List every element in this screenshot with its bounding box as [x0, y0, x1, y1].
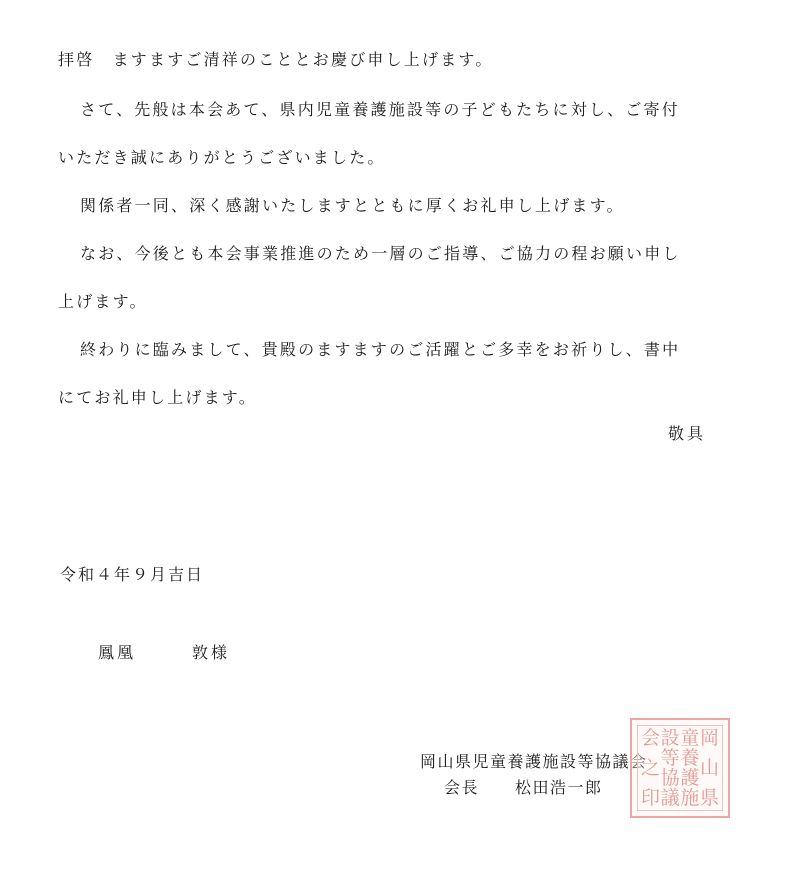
seal-glyph: 岡: [699, 727, 719, 749]
seal-glyph: 養: [680, 747, 700, 769]
sender-title: 会長: [444, 778, 480, 797]
letter-date: 令和４年９月吉日: [60, 565, 205, 584]
body-line-1: さて、先般は本会あて、県内児童養護施設等の子どもたちに対し、ご寄付: [80, 100, 680, 119]
seal-glyph: 会: [641, 727, 661, 749]
seal-glyph: 護: [680, 767, 700, 789]
body-line-3: 関係者一同、深く感謝いたしますとともに厚くお礼申し上げます。: [80, 196, 625, 215]
seal-glyph: 印: [641, 787, 661, 809]
recipient-given-name: 敦様: [192, 643, 231, 662]
seal-glyph: 之: [641, 757, 661, 779]
body-line-2: いただき誠にありがとうございました。: [58, 148, 386, 167]
seal-character-grid: [637, 725, 723, 811]
body-line-7: にてお礼申し上げます。: [58, 388, 257, 407]
seal-glyph: 山: [699, 757, 719, 779]
seal-glyph: 等: [660, 747, 680, 769]
body-line-5: 上げます。: [58, 292, 148, 311]
seal-column: [661, 728, 680, 808]
seal-column: [680, 728, 699, 808]
greeting-line: 拝啓 ますますご清祥のこととお慶び申し上げます。: [58, 50, 494, 69]
recipient-name: [98, 643, 230, 663]
recipient-family-name: 鳳凰: [98, 643, 137, 662]
body-line-6: 終わりに臨みまして、貴殿のますますのご活躍とご多幸をお祈りし、書中: [80, 340, 681, 359]
seal-column: [641, 728, 660, 808]
sender-organization: 岡山県児童養護施設等協議会: [420, 752, 648, 771]
seal-column: [700, 728, 719, 808]
seal-glyph: 県: [699, 787, 719, 809]
seal-glyph: 設: [660, 727, 680, 749]
seal-glyph: 童: [680, 727, 700, 749]
sender-name: 松田浩一郎: [515, 778, 603, 797]
seal-glyph: 施: [680, 787, 700, 809]
body-line-4: なお、今後とも本会事業推進のため一層のご指導、ご協力の程お願い申し: [80, 244, 681, 263]
sender-signature-line: [444, 778, 603, 798]
official-seal-stamp: [630, 718, 730, 818]
seal-glyph: 議: [660, 787, 680, 809]
seal-glyph: 協: [660, 767, 680, 789]
closing-phrase: 敬具: [668, 424, 707, 443]
